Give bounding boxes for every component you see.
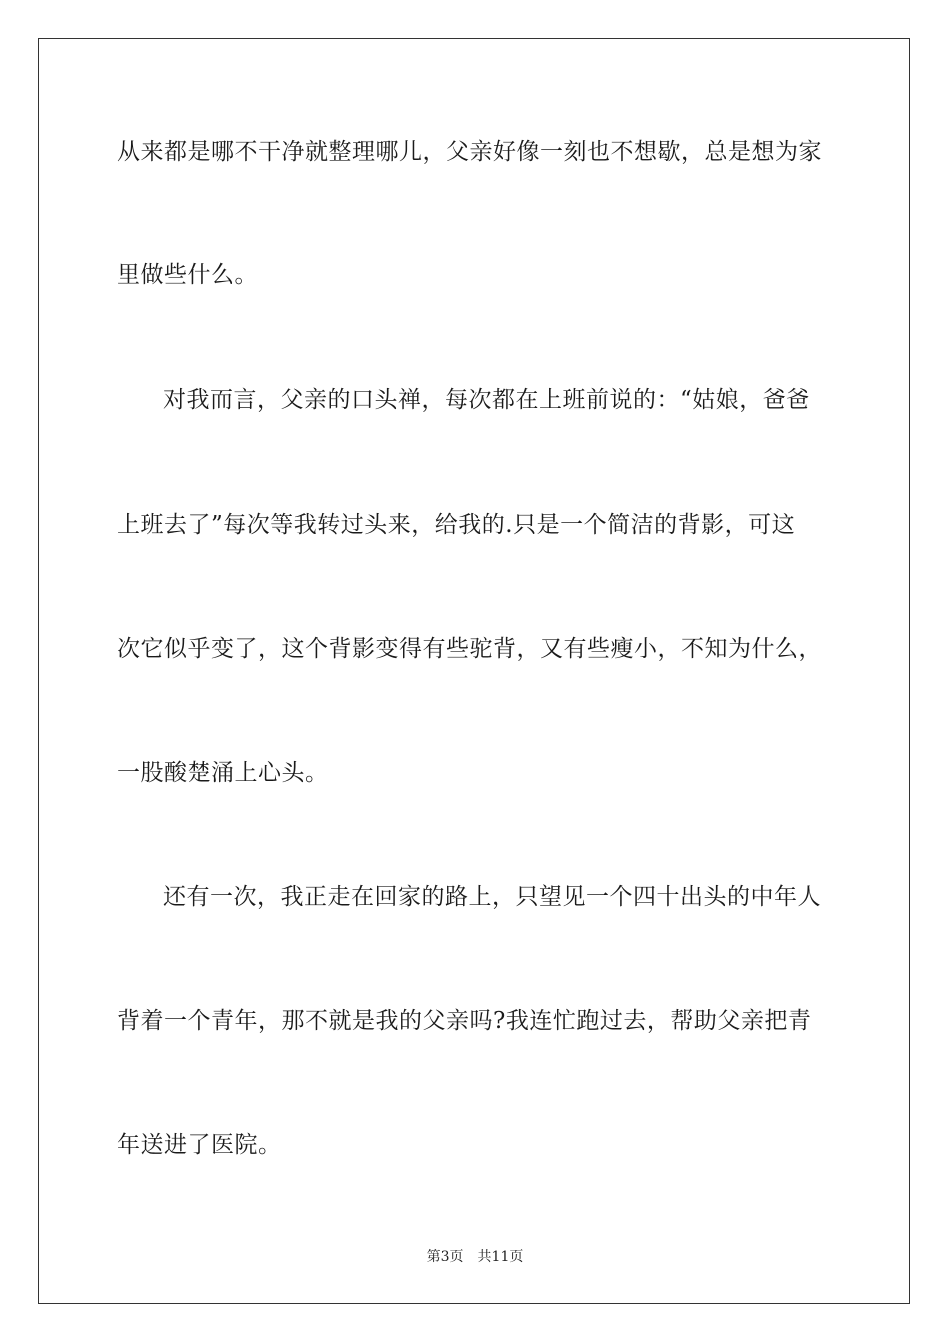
body-line-3: 对我而言，父亲的口头禅，每次都在上班前说的：“姑娘，爸爸 <box>163 387 810 413</box>
page-border <box>38 38 910 1304</box>
body-line-9: 年送进了医院。 <box>117 1132 282 1158</box>
body-line-7: 还有一次，我正走在回家的路上，只望见一个四十出头的中年人 <box>163 884 821 910</box>
page-total: 共11页 <box>477 1249 524 1265</box>
body-line-2: 里做些什么。 <box>117 262 258 288</box>
body-line-1: 从来都是哪不干净就整理哪儿，父亲好像一刻也不想歇，总是想为家 <box>117 139 822 165</box>
body-line-8: 背着一个青年，那不就是我的父亲吗?我连忙跑过去，帮助父亲把青 <box>117 1008 812 1034</box>
body-line-4: 上班去了”每次等我转过头来，给我的.只是一个简洁的背影，可这 <box>117 512 796 538</box>
body-line-5: 次它似乎变了，这个背影变得有些驼背，又有些瘦小，不知为什么， <box>117 636 822 662</box>
body-line-6: 一股酸楚涌上心头。 <box>117 760 329 786</box>
page-number: 第3页 <box>426 1249 464 1265</box>
page-footer <box>0 1248 950 1266</box>
